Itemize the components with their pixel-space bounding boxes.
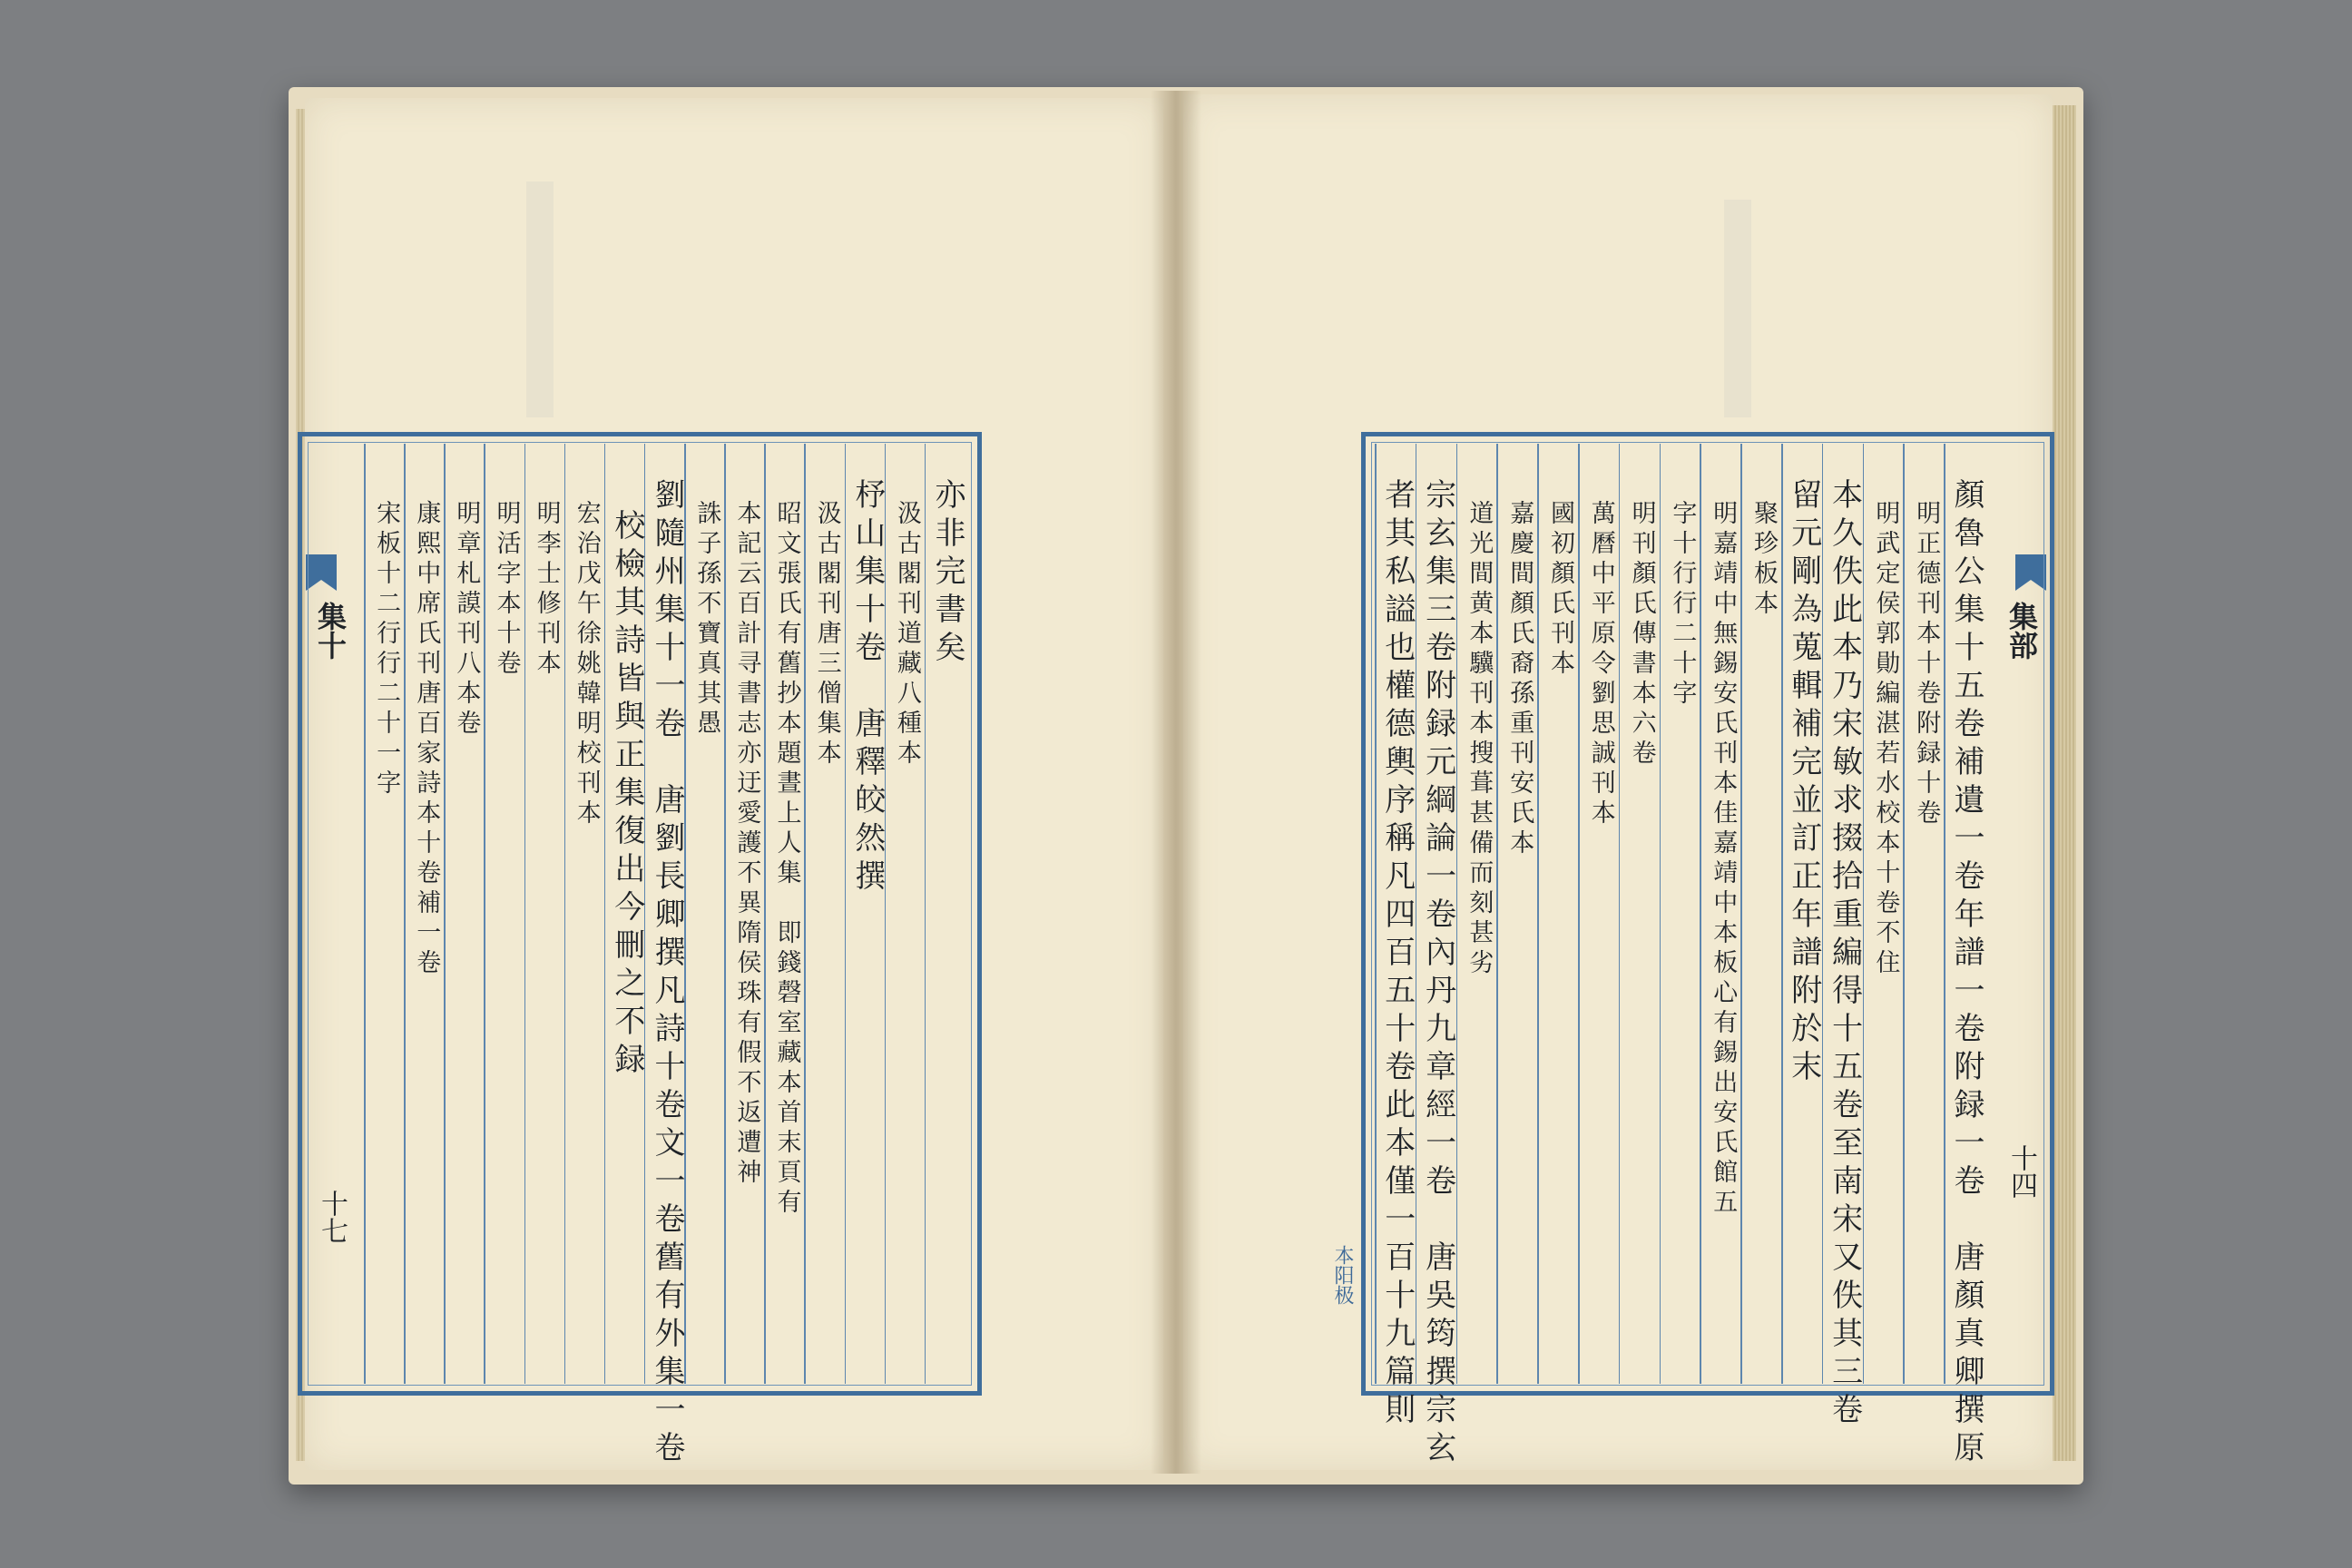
text-column: 明李士修刊本 [532, 500, 561, 680]
column-rule [604, 444, 606, 1384]
text-column: 汲古閣刊唐三僧集本 [812, 500, 841, 769]
column-rule [1537, 444, 1539, 1384]
text-column: 明章札謨刊八本卷 [452, 500, 481, 740]
column-rule [1619, 444, 1621, 1384]
column-rule [1903, 444, 1905, 1384]
text-column: 者其私謚也權德輿序稱凡四百五十卷此本僅一百十九篇則 [1378, 478, 1416, 1431]
text-column: 宏治戊午徐姚韓明校刊本 [572, 500, 601, 829]
text-column: 杼山集十卷 唐釋皎然撰 [848, 478, 886, 897]
column-rule [524, 444, 526, 1384]
column-rule [444, 444, 446, 1384]
left-fold-page-number: 十七 [316, 1190, 348, 1244]
text-column: 亦非完書矣 [928, 478, 965, 669]
column-rule [364, 444, 366, 1384]
text-column: 道光間黄本驥刊本搜葺甚備而刻甚劣 [1465, 500, 1494, 979]
column-rule [684, 444, 686, 1384]
right-fold-title: 集部 [2004, 602, 2039, 660]
text-column: 明活字本十卷 [492, 500, 521, 680]
fish-tail-mark [2015, 554, 2046, 591]
text-column: 宋板十二行行二十一字 [372, 500, 401, 799]
fish-tail-mark [306, 554, 337, 591]
text-column: 萬曆中平原令劉思誠刊本 [1586, 500, 1615, 829]
column-rule [1456, 444, 1458, 1384]
column-rule [885, 444, 887, 1384]
text-column: 本記云百計寻書志亦迂愛護不異隋侯珠有假不返遭神 [732, 500, 761, 1189]
book-gutter [1151, 91, 1201, 1474]
text-column: 明武定侯郭勛編湛若水校本十卷不住 [1871, 500, 1900, 979]
text-column: 明正德刊本十卷附録十卷 [1912, 500, 1941, 829]
text-column: 嘉慶間顏氏裔孫重刊安氏本 [1505, 500, 1534, 859]
left-text-frame [298, 432, 982, 1469]
margin-stamp-text: 本阳极 [1331, 1245, 1354, 1305]
right-fold-center [1995, 436, 2050, 1391]
text-column: 顏魯公集十五卷補遺一卷年譜一卷附録一卷 唐顏真卿撰原 [1947, 478, 1984, 1469]
text-column: 劉隨州集十一卷 唐劉長卿撰凡詩十卷文一卷舊有外集一卷 [649, 478, 686, 1469]
show-through-mark [1724, 200, 1751, 417]
left-fold-center [302, 436, 357, 1391]
column-rule [1416, 444, 1417, 1384]
column-rule [1660, 444, 1661, 1384]
text-column: 留元剛為蒐輯補完並訂正年譜附於末 [1785, 478, 1822, 1088]
text-column: 宗玄集三卷附録元綱論一卷內丹九章經一卷 唐吳筠撰宗玄 [1419, 478, 1456, 1469]
column-rule [564, 444, 566, 1384]
text-column: 汲古閣刊道藏八種本 [892, 500, 921, 769]
column-rule [1863, 444, 1865, 1384]
text-column: 誅子孫不寶真其愚 [692, 500, 721, 740]
column-rule [1578, 444, 1580, 1384]
column-rule [1496, 444, 1498, 1384]
text-column: 昭文張氏有舊抄本題晝上人集 即錢磬室藏本首末頁有 [772, 500, 801, 1219]
column-rule [764, 444, 766, 1384]
column-rule [804, 444, 806, 1384]
right-fold-page-number: 十四 [2005, 1144, 2037, 1199]
text-column: 校檢其詩皆與正集復出今刪之不録 [608, 509, 645, 1081]
text-column: 字十行行二十字 [1668, 500, 1697, 710]
column-rule [484, 444, 485, 1384]
column-rule [1822, 444, 1824, 1384]
column-rule [1781, 444, 1783, 1384]
show-through-mark [526, 181, 554, 417]
right-text-frame [1361, 432, 2054, 1469]
column-rule [1375, 444, 1377, 1384]
column-rule [1740, 444, 1742, 1384]
text-column: 明嘉靖中無錫安氏刊本佳嘉靖中本板心有錫出安氏館五 [1709, 500, 1738, 1219]
left-fold-title: 集十 [313, 602, 348, 660]
column-rule [724, 444, 726, 1384]
column-rule [1700, 444, 1701, 1384]
column-rule [1944, 444, 1945, 1384]
text-column: 國初顏氏刊本 [1545, 500, 1574, 680]
column-rule [404, 444, 406, 1384]
text-column: 康熙中席氏刊唐百家詩本十卷補一卷 [412, 500, 441, 979]
column-rule [925, 444, 926, 1384]
text-column: 聚珍板本 [1749, 500, 1778, 620]
column-rule [644, 444, 646, 1384]
text-column: 明刊顏氏傳書本六卷 [1627, 500, 1656, 769]
column-rule [845, 444, 847, 1384]
text-column: 本久佚此本乃宋敏求掇拾重編得十五卷至南宋又佚其三卷 [1826, 478, 1863, 1431]
